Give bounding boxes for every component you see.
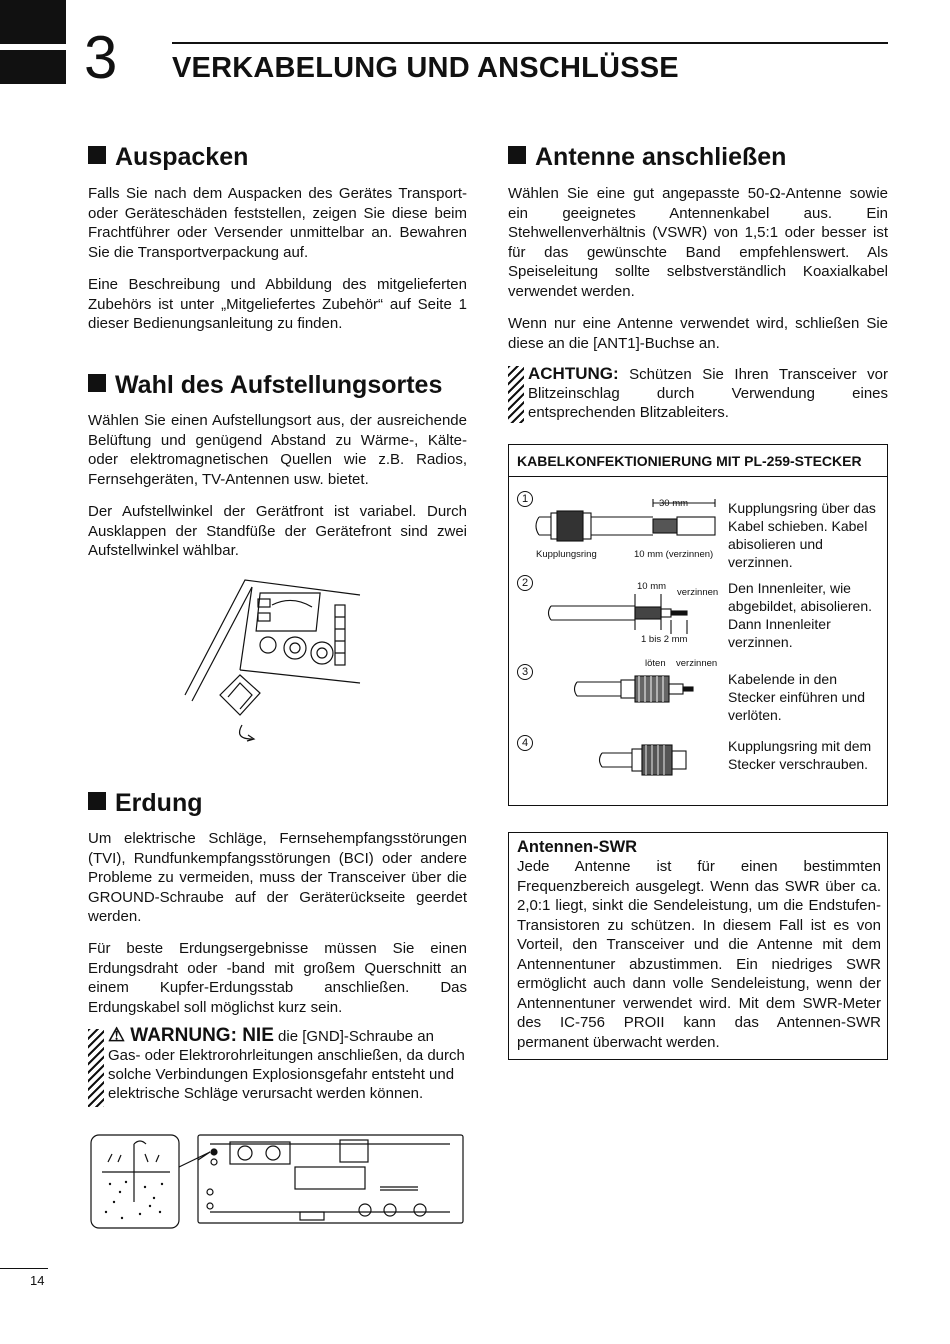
antennen-swr-box [508,832,888,1060]
cable-box-title: KABELKONFEKTIONIERUNG MIT PL-259-STECKER [517,453,862,469]
step-text-3: Kabelende in den Stecker einführen und verlöten. [728,671,865,723]
cable-assembly-box [508,444,888,806]
erdung-paragraph-1: Um elektrische Schläge, Fernsehempfangsstörungen (TVI), Rundfunkempfangsstörungen (BCI) oder andere Probleme zu vermeiden, muss der Transceiver über die GROUND-Schraube auf der Geräterückseite geerdet werden. [88,830,467,925]
cable-box-title-rule [509,476,887,477]
caution-hatch-marker [508,366,524,423]
swr-box-text: Jede Antenne ist für einen bestimmten Frequenzbereich ausgelegt. Wenn das SWR über ca. 2,0:1 liegt, sinkt die Sendeleistung, um die Endstufen-Transistoren zu schützen. In diesem Fall ist es von Vorteil, den Transceiver und die Antenne mit dem Antennentuner abzustimmen. Ein niedriges SWR ermöglicht auch dann volle Sendeleistung, wenn der Antennentuner verwendet wird. Mit dem SWR-Meter des IC-756 PROII kann das Antennen-SWR permanent überwacht werden. [517,858,881,1051]
step-number-1: 1 [517,491,533,507]
step-number-4: 4 [517,735,533,751]
transceiver-stand-illustration [180,575,380,750]
heading-auspacken: Auspacken [88,143,248,172]
label-10mm-verzinnen: 10 mm (verzinnen) [634,549,714,560]
caution-label: ACHTUNG: [528,364,619,383]
step-1-cable-drawing [519,495,719,555]
heading-antenne: Antenne anschließen [508,143,786,172]
warning-hatch-marker [88,1029,104,1107]
erdung-paragraph-2: Für beste Erdungsergebnisse müssen Sie einen Erdungsdraht oder -band mit großem Querschnitt an einem Kupfer-Erdungsstab anschließen. Das Erdungskabel soll möglichst kurz sein. [88,940,467,1016]
page-number: 14 [30,1273,45,1288]
auspacken-paragraph-1: Falls Sie nach dem Auspacken des Gerätes Transport- oder Geräteschäden feststellen, zeigen Sie diese beim Frachtführer oder Versender unmittelbar an. Bewahren Sie die Transportverpackung auf. [88,185,467,261]
swr-box-title: Antennen-SWR [517,838,638,856]
caution-text: Schützen Sie Ihren Transceiver vor Blitzeinschlag durch Verwendung eines entsprechenden Blitzableiters. [528,366,888,421]
heading-erdung: Erdung [88,789,203,818]
warning-text: die [GND]-Schraube an Gas- oder Elektrorohrleitungen anschließen, da durch solche Verbindungen Explosionsgefahr entsteht und elektrische Schläge verursacht werden können. [108,1028,465,1102]
label-kupplungsring: Kupplungsring [536,549,597,560]
label-30mm: 30 mm [659,498,689,509]
step-text-2: Den Innenleiter, wie abgebildet, abisolieren. Dann Innenleiter verzinnen. [728,580,872,650]
label-1-bis-2mm: 1 bis 2 mm [641,634,688,645]
chapter-title: VERKABELUNG UND ANSCHLÜSSE [172,52,679,84]
chapter-tab-bottom [0,50,66,84]
antenne-paragraph-2: Wenn nur eine Antenne verwendet wird, schließen Sie diese an die [ANT1]-Buchse an. [508,315,888,352]
heading-bullet [508,146,526,164]
step-text-1: Kupplungsring über das Kabel schieben. Kabel abisolieren und verzinnen. [728,500,876,570]
chapter-tab-top [0,0,66,44]
heading-bullet [88,374,106,392]
grounding-illustration [90,1132,465,1232]
chapter-number: 3 [84,24,118,91]
step-number-3: 3 [517,664,533,680]
aufstellung-paragraph-2: Der Aufstellwinkel der Gerätfront ist variabel. Durch Ausklappen der Standfüße der Gerätefront sind zwei Aufstellwinkel wählbar. [88,503,467,559]
chapter-rule [172,42,888,44]
step-4-cable-drawing [594,740,714,780]
heading-aufstellungsort: Wahl des Aufstellungsortes [88,371,442,400]
warning-note [108,1026,468,1103]
warning-label: ⚠ WARNUNG: NIE [108,1025,274,1046]
step-text-4: Kupplungsring mit dem Stecker verschrauben. [728,738,872,772]
label-verzinnen: verzinnen [677,587,719,598]
caution-note [528,364,888,422]
heading-bullet [88,792,106,810]
aufstellung-paragraph-1: Wählen Sie einen Aufstellungsort aus, der ausreichende Belüftung und genügend Abstand zu Wärme-, Kälte- oder elektromagnetischen Quellen wie z.B. Radios, Fernsehgeräten, TV-Antennen usw. bietet. [88,412,467,488]
label-verzinnen-2: verzinnen [676,658,718,669]
label-loeten: löten [645,658,666,669]
step-number-2: 2 [517,575,533,591]
page-number-rule [0,1268,48,1269]
antenne-paragraph-1: Wählen Sie eine gut angepasste 50-Ω-Antenne sowie ein geeignetes Antennenkabel aus. Ein Stehwellenverhältnis (VSWR) von 1,5:1 oder besser ist für das gewünschte Band empfehlenswert. Als Speiseleitung sollte selbstverständlich Koaxialkabel verwendet werden. [508,185,888,300]
auspacken-paragraph-2: Eine Beschreibung und Abbildung des mitgelieferten Zubehörs ist unter „Mitgeliefertes Zubehör“ auf Seite 1 dieser Bedienungsanleitung zu finden. [88,276,467,332]
heading-bullet [88,146,106,164]
label-10mm: 10 mm [637,581,667,592]
step-3-cable-drawing [569,670,719,710]
